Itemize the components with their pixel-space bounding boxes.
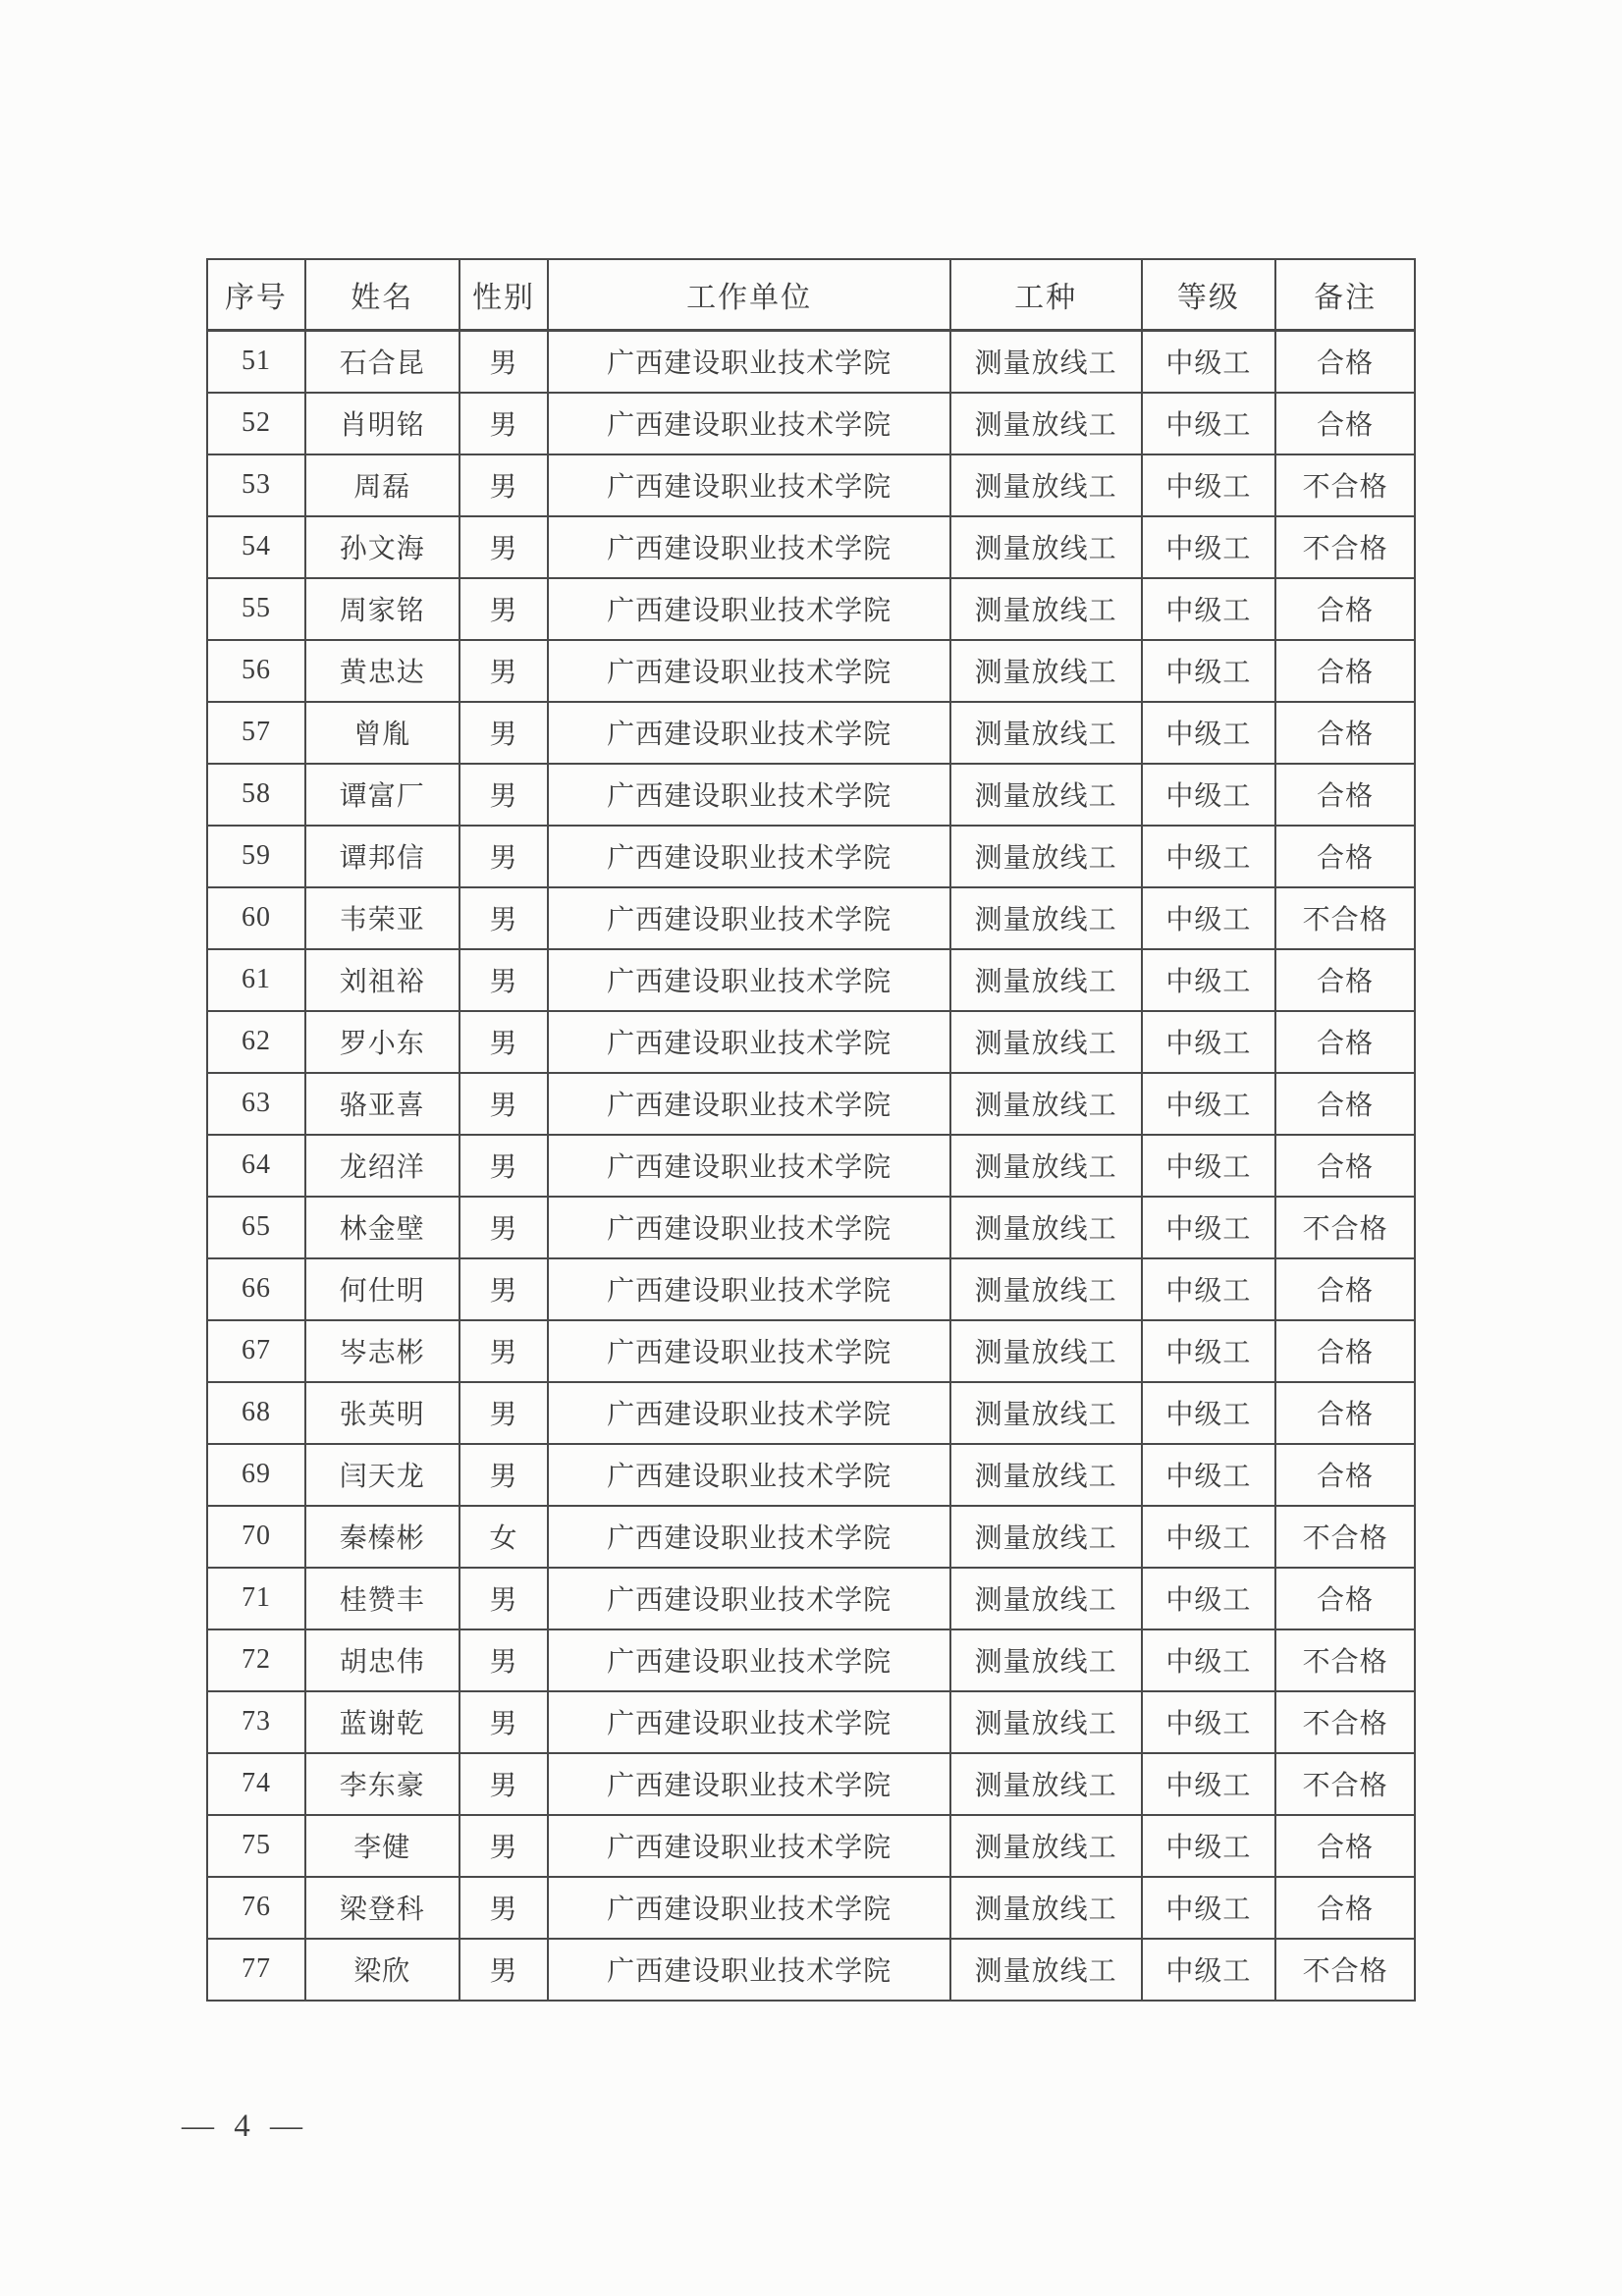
- cell-work_unit: 广西建设职业技术学院: [548, 1753, 949, 1815]
- table-row: [207, 1135, 1415, 1197]
- cell-no: 77: [207, 1939, 305, 2001]
- table-header: [207, 259, 1415, 331]
- cell-no: 64: [207, 1135, 305, 1197]
- cell-no: 56: [207, 640, 305, 702]
- cell-no: 74: [207, 1753, 305, 1815]
- cell-name: 何仕明: [305, 1258, 460, 1320]
- cell-level: 中级工: [1142, 640, 1276, 702]
- cell-work_unit: 广西建设职业技术学院: [548, 516, 949, 578]
- cell-level: 中级工: [1142, 1135, 1276, 1197]
- cell-no: 54: [207, 516, 305, 578]
- cell-no: 59: [207, 826, 305, 887]
- cell-work_unit: 广西建设职业技术学院: [548, 1073, 949, 1135]
- cell-work_unit: 广西建设职业技术学院: [548, 826, 949, 887]
- cell-name: 罗小东: [305, 1011, 460, 1073]
- cell-work_unit: 广西建设职业技术学院: [548, 1135, 949, 1197]
- cell-name: 林金壁: [305, 1197, 460, 1258]
- cell-work_unit: 广西建设职业技术学院: [548, 1939, 949, 2001]
- cell-level: 中级工: [1142, 764, 1276, 826]
- cell-remark: 不合格: [1275, 1506, 1415, 1568]
- cell-remark: 合格: [1275, 1320, 1415, 1382]
- cell-job_type: 测量放线工: [950, 764, 1142, 826]
- cell-remark: 不合格: [1275, 1753, 1415, 1815]
- cell-no: 73: [207, 1691, 305, 1753]
- table-row: [207, 1444, 1415, 1506]
- cell-level: 中级工: [1142, 1444, 1276, 1506]
- cell-name: 蓝谢乾: [305, 1691, 460, 1753]
- table-header-row: [207, 259, 1415, 331]
- cell-no: 57: [207, 702, 305, 764]
- cell-name: 周磊: [305, 454, 460, 516]
- cell-level: 中级工: [1142, 1073, 1276, 1135]
- table-row: [207, 331, 1415, 393]
- cell-remark: 不合格: [1275, 1691, 1415, 1753]
- cell-work_unit: 广西建设职业技术学院: [548, 1444, 949, 1506]
- cell-remark: 不合格: [1275, 1197, 1415, 1258]
- cell-name: 刘祖裕: [305, 949, 460, 1011]
- cell-work_unit: 广西建设职业技术学院: [548, 1629, 949, 1691]
- cell-work_unit: 广西建设职业技术学院: [548, 702, 949, 764]
- cell-no: 71: [207, 1568, 305, 1629]
- cell-work_unit: 广西建设职业技术学院: [548, 640, 949, 702]
- cell-remark: 合格: [1275, 949, 1415, 1011]
- header-cell-level: 等级: [1142, 259, 1276, 331]
- cell-name: 韦荣亚: [305, 887, 460, 949]
- cell-job_type: 测量放线工: [950, 331, 1142, 393]
- table-row: [207, 702, 1415, 764]
- cell-gender: 男: [460, 1320, 549, 1382]
- cell-gender: 男: [460, 454, 549, 516]
- table-row: [207, 826, 1415, 887]
- cell-name: 梁欣: [305, 1939, 460, 2001]
- table-row: [207, 1506, 1415, 1568]
- cell-no: 76: [207, 1877, 305, 1939]
- cell-gender: 男: [460, 1444, 549, 1506]
- cell-level: 中级工: [1142, 578, 1276, 640]
- cell-name: 龙绍洋: [305, 1135, 460, 1197]
- cell-job_type: 测量放线工: [950, 1320, 1142, 1382]
- cell-remark: 合格: [1275, 1011, 1415, 1073]
- cell-level: 中级工: [1142, 1939, 1276, 2001]
- cell-level: 中级工: [1142, 1877, 1276, 1939]
- cell-no: 68: [207, 1382, 305, 1444]
- cell-level: 中级工: [1142, 393, 1276, 454]
- cell-level: 中级工: [1142, 454, 1276, 516]
- cell-no: 67: [207, 1320, 305, 1382]
- cell-gender: 男: [460, 331, 549, 393]
- qualification-results-table: [206, 258, 1416, 2002]
- cell-job_type: 测量放线工: [950, 1444, 1142, 1506]
- cell-level: 中级工: [1142, 1753, 1276, 1815]
- cell-no: 58: [207, 764, 305, 826]
- cell-level: 中级工: [1142, 887, 1276, 949]
- table-row: [207, 1073, 1415, 1135]
- cell-job_type: 测量放线工: [950, 1258, 1142, 1320]
- cell-gender: 男: [460, 578, 549, 640]
- cell-no: 66: [207, 1258, 305, 1320]
- cell-name: 孙文海: [305, 516, 460, 578]
- table-row: [207, 1753, 1415, 1815]
- cell-level: 中级工: [1142, 949, 1276, 1011]
- cell-name: 李东豪: [305, 1753, 460, 1815]
- cell-name: 骆亚喜: [305, 1073, 460, 1135]
- cell-work_unit: 广西建设职业技术学院: [548, 393, 949, 454]
- cell-gender: 男: [460, 764, 549, 826]
- cell-no: 63: [207, 1073, 305, 1135]
- cell-work_unit: 广西建设职业技术学院: [548, 887, 949, 949]
- table-row: [207, 516, 1415, 578]
- cell-remark: 合格: [1275, 640, 1415, 702]
- cell-remark: 合格: [1275, 1568, 1415, 1629]
- cell-name: 桂赞丰: [305, 1568, 460, 1629]
- cell-remark: 合格: [1275, 826, 1415, 887]
- cell-work_unit: 广西建设职业技术学院: [548, 578, 949, 640]
- table-row: [207, 578, 1415, 640]
- cell-level: 中级工: [1142, 331, 1276, 393]
- cell-work_unit: 广西建设职业技术学院: [548, 1197, 949, 1258]
- cell-gender: 男: [460, 516, 549, 578]
- cell-gender: 男: [460, 1011, 549, 1073]
- cell-gender: 男: [460, 640, 549, 702]
- cell-name: 周家铭: [305, 578, 460, 640]
- cell-level: 中级工: [1142, 1629, 1276, 1691]
- cell-level: 中级工: [1142, 1258, 1276, 1320]
- table-row: [207, 1011, 1415, 1073]
- table-row: [207, 949, 1415, 1011]
- cell-gender: 男: [460, 887, 549, 949]
- cell-job_type: 测量放线工: [950, 1382, 1142, 1444]
- cell-work_unit: 广西建设职业技术学院: [548, 1320, 949, 1382]
- cell-name: 梁登科: [305, 1877, 460, 1939]
- cell-no: 51: [207, 331, 305, 393]
- cell-gender: 男: [460, 1382, 549, 1444]
- cell-work_unit: 广西建设职业技术学院: [548, 764, 949, 826]
- cell-gender: 男: [460, 1629, 549, 1691]
- cell-no: 52: [207, 393, 305, 454]
- cell-no: 69: [207, 1444, 305, 1506]
- cell-gender: 男: [460, 1939, 549, 2001]
- cell-name: 曾胤: [305, 702, 460, 764]
- cell-work_unit: 广西建设职业技术学院: [548, 1258, 949, 1320]
- cell-gender: 男: [460, 1197, 549, 1258]
- cell-remark: 合格: [1275, 1382, 1415, 1444]
- cell-level: 中级工: [1142, 1568, 1276, 1629]
- page-number: — 4 —: [182, 2109, 308, 2144]
- cell-gender: 男: [460, 826, 549, 887]
- cell-gender: 女: [460, 1506, 549, 1568]
- table-row: [207, 454, 1415, 516]
- cell-job_type: 测量放线工: [950, 454, 1142, 516]
- cell-gender: 男: [460, 1877, 549, 1939]
- cell-job_type: 测量放线工: [950, 826, 1142, 887]
- cell-gender: 男: [460, 949, 549, 1011]
- cell-remark: 合格: [1275, 1815, 1415, 1877]
- cell-remark: 不合格: [1275, 1939, 1415, 2001]
- cell-remark: 合格: [1275, 393, 1415, 454]
- cell-name: 谭富厂: [305, 764, 460, 826]
- table-row: [207, 1815, 1415, 1877]
- cell-level: 中级工: [1142, 1011, 1276, 1073]
- cell-remark: 合格: [1275, 702, 1415, 764]
- cell-work_unit: 广西建设职业技术学院: [548, 1877, 949, 1939]
- cell-job_type: 测量放线工: [950, 1568, 1142, 1629]
- cell-job_type: 测量放线工: [950, 1877, 1142, 1939]
- cell-work_unit: 广西建设职业技术学院: [548, 1506, 949, 1568]
- table-row: [207, 764, 1415, 826]
- cell-no: 70: [207, 1506, 305, 1568]
- cell-gender: 男: [460, 1568, 549, 1629]
- cell-name: 张英明: [305, 1382, 460, 1444]
- cell-remark: 不合格: [1275, 887, 1415, 949]
- cell-gender: 男: [460, 1815, 549, 1877]
- cell-gender: 男: [460, 1073, 549, 1135]
- cell-level: 中级工: [1142, 1506, 1276, 1568]
- table-row: [207, 1382, 1415, 1444]
- cell-remark: 合格: [1275, 331, 1415, 393]
- table-row: [207, 1258, 1415, 1320]
- cell-work_unit: 广西建设职业技术学院: [548, 1382, 949, 1444]
- cell-work_unit: 广西建设职业技术学院: [548, 1011, 949, 1073]
- cell-name: 李健: [305, 1815, 460, 1877]
- cell-job_type: 测量放线工: [950, 578, 1142, 640]
- cell-name: 岑志彬: [305, 1320, 460, 1382]
- cell-remark: 不合格: [1275, 516, 1415, 578]
- cell-gender: 男: [460, 1691, 549, 1753]
- cell-no: 72: [207, 1629, 305, 1691]
- cell-gender: 男: [460, 702, 549, 764]
- cell-name: 石合昆: [305, 331, 460, 393]
- cell-work_unit: 广西建设职业技术学院: [548, 331, 949, 393]
- table-row: [207, 1568, 1415, 1629]
- cell-remark: 合格: [1275, 1073, 1415, 1135]
- table-row: [207, 1877, 1415, 1939]
- cell-no: 62: [207, 1011, 305, 1073]
- header-cell-remark: 备注: [1275, 259, 1415, 331]
- cell-job_type: 测量放线工: [950, 702, 1142, 764]
- cell-level: 中级工: [1142, 1197, 1276, 1258]
- cell-remark: 合格: [1275, 764, 1415, 826]
- cell-no: 53: [207, 454, 305, 516]
- cell-level: 中级工: [1142, 1382, 1276, 1444]
- header-cell-job-type: 工种: [950, 259, 1142, 331]
- cell-gender: 男: [460, 1753, 549, 1815]
- table-row: [207, 1691, 1415, 1753]
- table-row: [207, 640, 1415, 702]
- cell-work_unit: 广西建设职业技术学院: [548, 454, 949, 516]
- cell-level: 中级工: [1142, 516, 1276, 578]
- cell-no: 60: [207, 887, 305, 949]
- header-cell-no: 序号: [207, 259, 305, 331]
- cell-gender: 男: [460, 393, 549, 454]
- cell-job_type: 测量放线工: [950, 516, 1142, 578]
- cell-remark: 不合格: [1275, 454, 1415, 516]
- cell-remark: 不合格: [1275, 1629, 1415, 1691]
- cell-remark: 合格: [1275, 1258, 1415, 1320]
- cell-level: 中级工: [1142, 826, 1276, 887]
- cell-gender: 男: [460, 1135, 549, 1197]
- cell-job_type: 测量放线工: [950, 1011, 1142, 1073]
- cell-name: 谭邦信: [305, 826, 460, 887]
- cell-job_type: 测量放线工: [950, 1815, 1142, 1877]
- table-row: [207, 393, 1415, 454]
- cell-job_type: 测量放线工: [950, 640, 1142, 702]
- cell-job_type: 测量放线工: [950, 1629, 1142, 1691]
- cell-job_type: 测量放线工: [950, 1197, 1142, 1258]
- table-row: [207, 1320, 1415, 1382]
- header-cell-work-unit: 工作单位: [548, 259, 949, 331]
- cell-job_type: 测量放线工: [950, 949, 1142, 1011]
- cell-remark: 合格: [1275, 1877, 1415, 1939]
- cell-job_type: 测量放线工: [950, 887, 1142, 949]
- cell-no: 61: [207, 949, 305, 1011]
- cell-job_type: 测量放线工: [950, 1135, 1142, 1197]
- cell-job_type: 测量放线工: [950, 1506, 1142, 1568]
- cell-job_type: 测量放线工: [950, 1753, 1142, 1815]
- cell-level: 中级工: [1142, 1815, 1276, 1877]
- table-body: [207, 331, 1415, 2001]
- cell-name: 胡忠伟: [305, 1629, 460, 1691]
- cell-no: 75: [207, 1815, 305, 1877]
- cell-name: 肖明铭: [305, 393, 460, 454]
- cell-gender: 男: [460, 1258, 549, 1320]
- table-row: [207, 1629, 1415, 1691]
- cell-remark: 合格: [1275, 1135, 1415, 1197]
- header-cell-gender: 性别: [460, 259, 549, 331]
- header-cell-name: 姓名: [305, 259, 460, 331]
- table-row: [207, 1939, 1415, 2001]
- cell-remark: 合格: [1275, 1444, 1415, 1506]
- cell-level: 中级工: [1142, 1320, 1276, 1382]
- cell-name: 秦榛彬: [305, 1506, 460, 1568]
- cell-work_unit: 广西建设职业技术学院: [548, 1568, 949, 1629]
- cell-name: 闫天龙: [305, 1444, 460, 1506]
- cell-work_unit: 广西建设职业技术学院: [548, 1691, 949, 1753]
- cell-no: 65: [207, 1197, 305, 1258]
- cell-work_unit: 广西建设职业技术学院: [548, 1815, 949, 1877]
- cell-level: 中级工: [1142, 1691, 1276, 1753]
- cell-remark: 合格: [1275, 578, 1415, 640]
- cell-job_type: 测量放线工: [950, 1691, 1142, 1753]
- cell-job_type: 测量放线工: [950, 393, 1142, 454]
- table-row: [207, 887, 1415, 949]
- cell-level: 中级工: [1142, 702, 1276, 764]
- cell-name: 黄忠达: [305, 640, 460, 702]
- cell-no: 55: [207, 578, 305, 640]
- cell-job_type: 测量放线工: [950, 1073, 1142, 1135]
- cell-job_type: 测量放线工: [950, 1939, 1142, 2001]
- cell-work_unit: 广西建设职业技术学院: [548, 949, 949, 1011]
- table-row: [207, 1197, 1415, 1258]
